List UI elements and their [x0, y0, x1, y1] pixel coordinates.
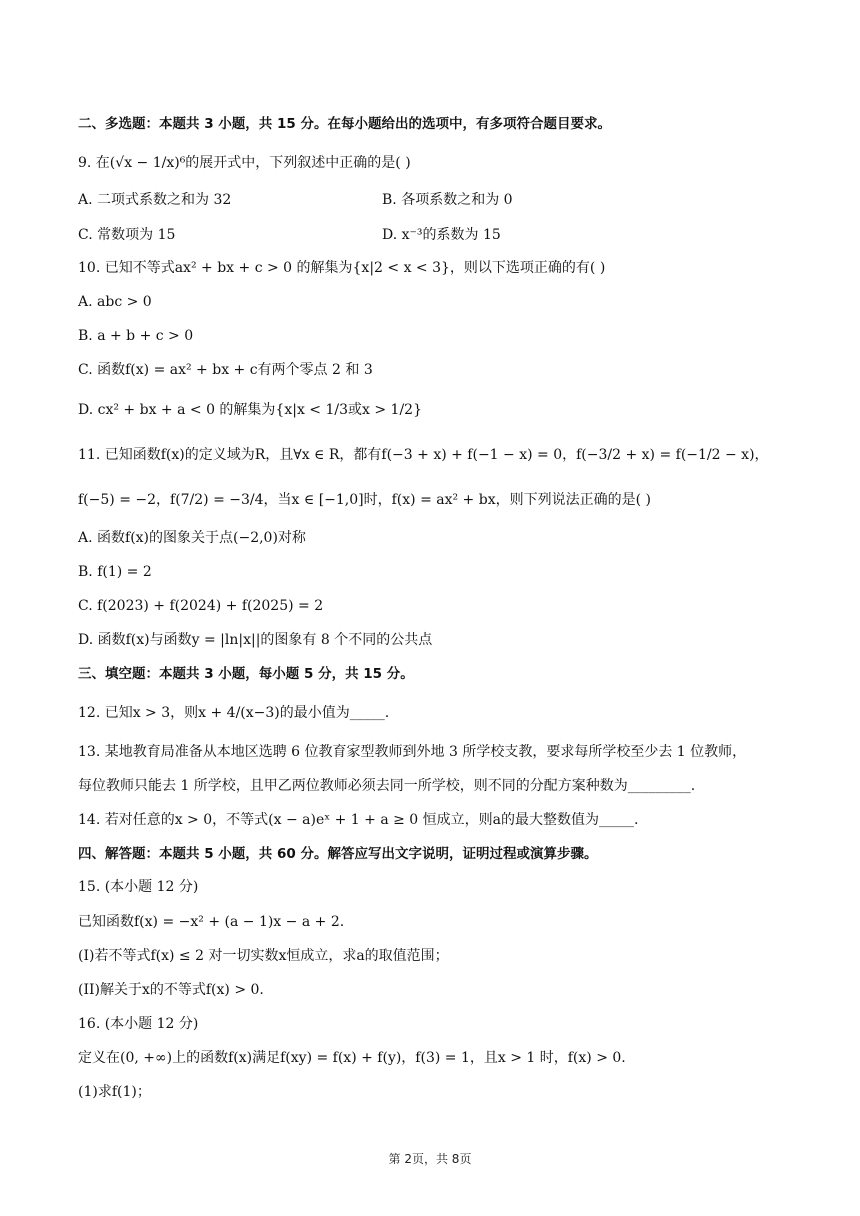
question-10-option-c: C. 函数f(x) = ax² + bx + c有两个零点 2 和 3: [78, 362, 373, 378]
question-15-part1: (I)若不等式f(x) ≤ 2 对一切实数x恒成立，求a的取值范围；: [78, 948, 449, 964]
question-9-option-a: A. 二项式系数之和为 32: [78, 192, 232, 208]
question-9-option-c: C. 常数项为 15: [78, 227, 176, 243]
question-16-given: 定义在(0, +∞)上的函数f(x)满足f(xy) = f(x) + f(y)，f(3) = 1，且x > 1 时，f(x) > 0.: [78, 1050, 626, 1066]
question-10-option-a: A. abc > 0: [78, 294, 152, 310]
question-10-option-b: B. a + b + c > 0: [78, 328, 194, 344]
question-14: 14. 若对任意的x > 0，不等式(x − a)eˣ + 1 + a ≥ 0 恒成立，则a的最大整数值为_____.: [78, 812, 639, 828]
section-multi-choice-heading: 二、多选题：本题共 3 小题，共 15 分。在每小题给出的选项中，有多项符合题目要求。: [78, 116, 611, 132]
section-solution-heading: 四、解答题：本题共 5 小题，共 60 分。解答应写出文字说明，证明过程或演算步骤。: [78, 846, 598, 862]
question-11-option-b: B. f(1) = 2: [78, 564, 152, 580]
question-9-option-d: D. x⁻³的系数为 15: [382, 227, 501, 243]
question-15-title: 15. (本小题 12 分): [78, 879, 199, 895]
question-16-part1: (1)求f(1)；: [78, 1084, 151, 1100]
question-13-line1: 13. 某地教育局准备从本地区选聘 6 位教育家型教师到外地 3 所学校支教，要求每所学校至少去 1 位教师，: [78, 744, 747, 760]
page-footer: 第 2页，共 8页: [388, 1152, 472, 1166]
question-16-title: 16. (本小题 12 分): [78, 1016, 199, 1032]
question-11-stem-line2: f(−5) = −2，f(7/2) = −3/4，当x ∈ [−1,0]时，f(x) = ax² + bx，则下列说法正确的是( ): [78, 492, 651, 508]
question-12: 12. 已知x > 3，则x + 4/(x−3)的最小值为_____.: [78, 705, 390, 721]
question-15-given: 已知函数f(x) = −x² + (a − 1)x − a + 2.: [78, 914, 345, 930]
question-9-option-b: B. 各项系数之和为 0: [382, 192, 513, 208]
section-fill-blank-heading: 三、填空题：本题共 3 小题，每小题 5 分，共 15 分。: [78, 666, 414, 682]
question-11-option-a: A. 函数f(x)的图象关于点(−2,0)对称: [78, 530, 306, 546]
question-11-option-c: C. f(2023) + f(2024) + f(2025) = 2: [78, 598, 324, 614]
question-15-part2: (II)解关于x的不等式f(x) > 0.: [78, 982, 264, 998]
question-10-stem: 10. 已知不等式ax² + bx + c > 0 的解集为{x|2 < x < 3}，则以下选项正确的有( ): [78, 260, 606, 276]
question-11-stem-line1: 11. 已知函数f(x)的定义域为R，且∀x ∈ R，都有f(−3 + x) + f(−1 − x) = 0，f(−3/2 + x) = f(−1/2 − x)，: [78, 447, 769, 463]
question-13-line2: 每位教师只能去 1 所学校，且甲乙两位教师必须去同一所学校，则不同的分配方案种数为_________.: [78, 778, 696, 794]
question-9-stem: 9. 在(√x − 1/x)⁶的展开式中，下列叙述中正确的是( ): [78, 155, 411, 171]
question-10-option-d: D. cx² + bx + a < 0 的解集为{x|x < 1/3或x > 1/2}: [78, 402, 422, 418]
question-11-option-d: D. 函数f(x)与函数y = |ln|x||的图象有 8 个不同的公共点: [78, 632, 433, 648]
